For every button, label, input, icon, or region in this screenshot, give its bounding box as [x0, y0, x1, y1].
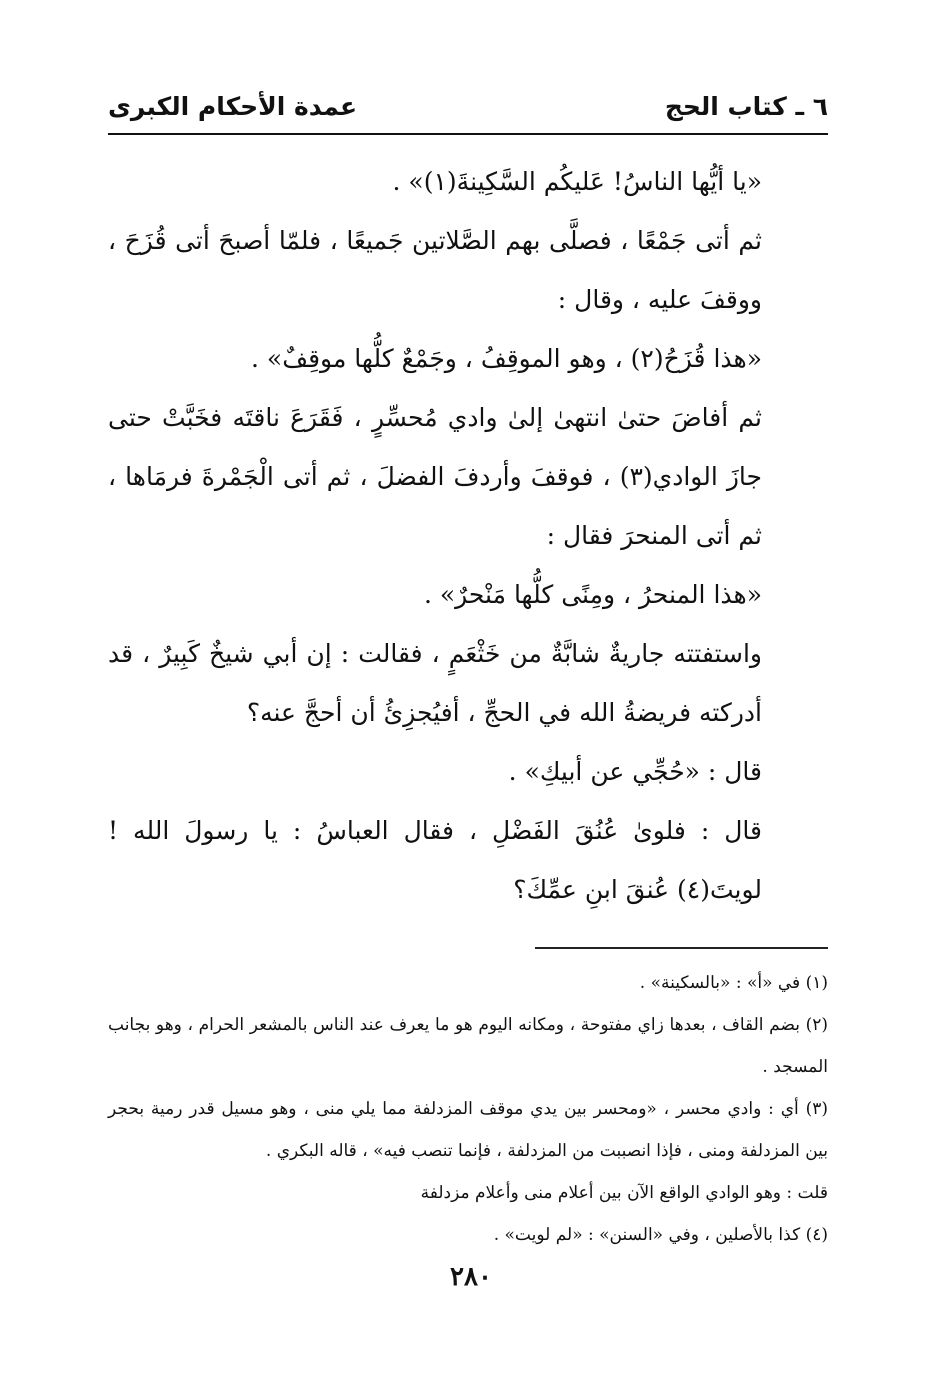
page-number: ٢٨٠	[450, 1262, 492, 1292]
paragraph: ثم أتى جَمْعًا ، فصلَّى بهم الصَّلاتين جَميعًا ، فلمّا أصبحَ أتى قُزَحَ ، ووقفَ عليه ، وقال :	[108, 226, 762, 314]
paragraph: «هذا قُزَحُ(٢) ، وهو الموقِفُ ، وجَمْعٌ كلُّها موقِفٌ» .	[251, 344, 762, 373]
footnote: (٣) أي : وادي محسر ، «ومحسر بين يدي موقف المزدلفة مما يلي منى ، وهو مسيل قدر رمية بحجر بين المزدلفة ومنى ، فإذا انصببت من المزدلفة ، فإنما تنصب فيه» ، قاله البكري .	[108, 1099, 829, 1161]
paragraph: واستفتته جاريةٌ شابَّةٌ من خَثْعَمٍ ، فقالت : إن أبي شيخٌ كَبِيرٌ ، قد أدركته فريضةُ الله في الحجِّ ، أفيُجزِئُ أن أحجَّ عنه؟	[108, 639, 762, 727]
footnote-divider	[535, 947, 828, 949]
paragraph: قال : فلوىٰ عُنُقَ الفَضْلِ ، فقال العباسُ : يا رسولَ الله !لويتَ(٤) عُنقَ ابنِ عمِّكَ؟	[108, 816, 762, 904]
paragraph: «يا أيُّها الناسُ! عَليكُم السَّكِينةَ(١)» .	[392, 167, 762, 196]
chapter-title: ٦ ـ كتاب الحج	[664, 92, 828, 121]
footnote-note: قلت : وهو الوادي الواقع الآن بين أعلام منى وأعلام مزدلفة	[420, 1183, 828, 1203]
paragraph: قال : «حُجِّي عن أبيكِ» .	[508, 757, 762, 786]
paragraph: ثم أفاضَ حتىٰ انتهىٰ إلىٰ وادي مُحسِّرٍ ، فَقَرَعَ ناقتَه فخَبَّتْ حتى جازَ الوادي(٣) ، فوقفَ وأردفَ الفضلَ ، ثم أتى الْجَمْرةَ فرمَاها ، ثم أتى المنحرَ فقال :	[108, 403, 763, 550]
footnote: (٢) بضم القاف ، بعدها زاي مفتوحة ، ومكانه اليوم هو ما يعرف عند الناس بالمشعر الحرام ، وهو بجانب المسجد .	[108, 1015, 828, 1077]
running-header	[108, 92, 828, 132]
main-text	[108, 152, 828, 919]
footnotes	[108, 962, 828, 1256]
footnote: (٤) كذا بالأصلين ، وفي «السنن» : «لم لويت» .	[493, 1225, 828, 1245]
footnote: (١) في «أ» : «بالسكينة» .	[639, 973, 828, 993]
book-title: عمدة الأحكام الكبرى	[108, 92, 358, 121]
header-divider	[108, 133, 828, 135]
paragraph: «هذا المنحرُ ، ومِنًى كلُّها مَنْحرٌ» .	[423, 580, 762, 609]
